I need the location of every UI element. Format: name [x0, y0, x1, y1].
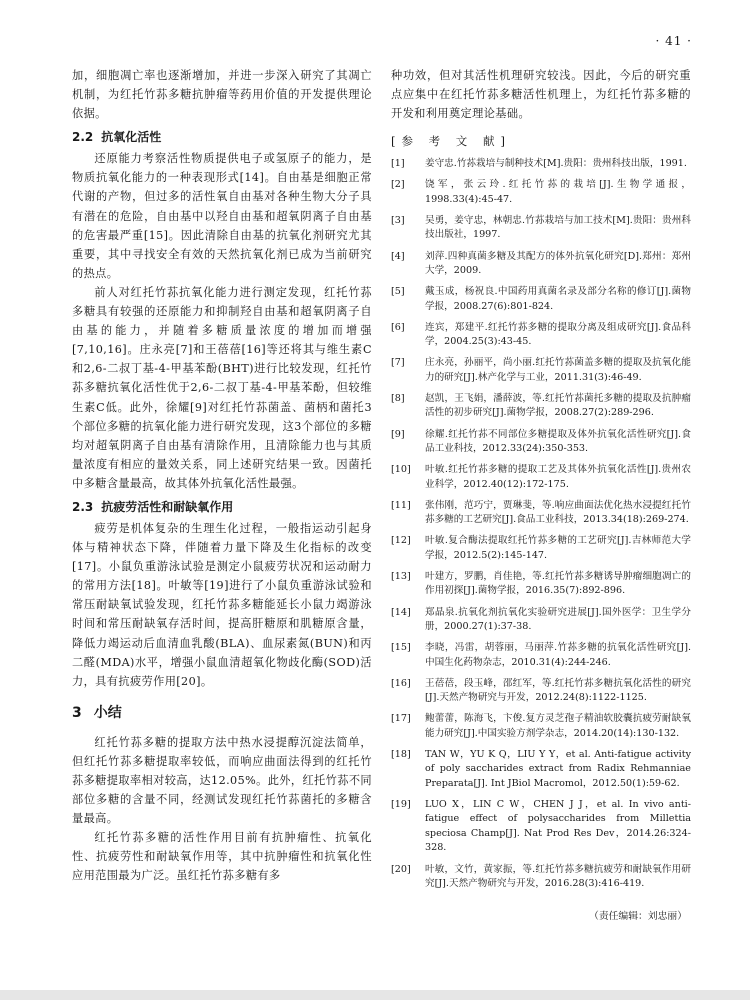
reference-text: 吴勇，姜守忠，林朝忠.竹荪栽培与加工技术[M].贵阳：贵州科技出版社，1997. [425, 214, 691, 241]
paragraph: 种功效，但对其活性机理研究较浅。因此，今后的研究重点应集中在红托竹荪多糖活性机理上，为红托竹荪多糖的开发和利用奠定理论基础。 [391, 69, 691, 121]
references-heading: [参 考 文 献] [391, 134, 511, 149]
reference-item [391, 214, 691, 243]
reference-item [391, 250, 691, 279]
reference-text: LUO X，LIN C W，CHEN J J，et al. In vivo anti-fatigue effect of polysaccharides from Millettia speciosa Champ[J]. Nat Prod Res Dev，2014.26:324-328. [425, 798, 691, 854]
reference-number: [12] [391, 535, 411, 547]
reference-number: [4] [391, 250, 405, 262]
reference-item [391, 606, 691, 635]
right-column [391, 66, 691, 922]
reference-text: 饶军，张云玲.红托竹荪的栽培[J].生物学通报，1998.33(4):45-47. [425, 179, 691, 205]
reference-text: 鲍蕾蕾，陈海飞，卞俊.复方灵芝孢子精油软胶囊抗疲劳耐缺氧能力研究[J].中国实验方剂学杂志，2014.20(14):130-132. [425, 713, 691, 739]
reference-item [391, 321, 691, 350]
reference-text: 徐耀.红托竹荪不同部位多糖提取及体外抗氧化活性研究[J].食品工业科技，2012.33(24):350-353. [425, 428, 691, 455]
section-title: 抗氧化活性 [101, 130, 162, 145]
reference-item [391, 798, 691, 856]
paragraph: 疲劳是机体复杂的生理生化过程，一般指运动引起身体与精神状态下降，伴随着力量下降及生化指标的改变[17]。小鼠负重游泳试验是测定小鼠疲劳状况和运动耐力的常用方法[18]。叶敏等[19]进行了小鼠负重游泳试验和常压耐缺氧试验发现，红托竹荪多糖能延长小鼠力竭游泳时间和常压耐缺氧存活时间，提高肝糖原和肌糖原含量，降低力竭运动后血清血乳酸(BLA)、血尿素氮(BUN)和丙二醛(MDA)水平，增强小鼠血清超氧化物歧化酶(SOD)活力，具有抗疲劳作用[20]。 [72, 521, 372, 688]
section-title: 抗疲劳活性和耐缺氧作用 [101, 499, 234, 514]
reference-text: 叶敏，文竹，黄家振，等.红托竹荪多糖抗疲劳和耐缺氧作用研究[J].天然产物研究与开发，2016.28(3):416-419. [425, 863, 691, 890]
reference-item [391, 356, 691, 385]
page-number: · 41 · [655, 34, 692, 48]
section-title: 小结 [93, 704, 122, 721]
reference-text: 叶建方，罗鹏，肖佳艳，等.红托竹荪多糖诱导肿瘤细胞凋亡的作用初探[J].菌物学报，2016.35(7):892-896. [425, 570, 691, 597]
reference-item [391, 463, 691, 492]
reference-number: [19] [391, 798, 411, 810]
reference-list [391, 157, 691, 891]
reference-item [391, 428, 691, 457]
reference-number: [13] [391, 570, 411, 582]
reference-item [391, 499, 691, 528]
reference-number: [10] [391, 464, 411, 476]
reference-number: [2] [391, 179, 405, 191]
reference-item [391, 285, 691, 314]
footer-strip [0, 990, 750, 1000]
reference-number: [6] [391, 321, 405, 333]
reference-number: [20] [391, 863, 411, 875]
reference-number: [8] [391, 392, 405, 404]
reference-text: 王蓓蓓，段玉峰，邵红军，等.红托竹荪多糖抗氧化活性的研究[J].天然产物研究与开发，2012.24(8):1122-1125. [425, 677, 691, 704]
section-number: 2.2 [72, 130, 94, 145]
reference-number: [9] [391, 428, 405, 440]
reference-number: [3] [391, 214, 405, 226]
reference-text: TAN W，YU K Q，LIU Y Y，et al. Anti-fatigue activity of poly saccharides extract from Radix Rehmanniae Preparata[J]. Int JBiol Macromol，2012.50(1):59-62. [425, 748, 691, 789]
reference-text: 郑晶泉.抗氧化剂抗氧化实验研究进展[J].国外医学：卫生学分册，2000.27(1):37-38. [425, 606, 691, 632]
reference-number: [5] [391, 286, 405, 298]
reference-item [391, 641, 691, 670]
reference-number: [14] [391, 606, 411, 618]
reference-text: 赵凯，王飞娟，潘薛波，等.红托竹荪菌托多糖的提取及抗肿瘤活性的初步研究[J].菌物学报，2008.27(2):289-296. [425, 392, 691, 419]
reference-number: [1] [391, 158, 405, 170]
reference-number: [15] [391, 642, 411, 654]
reference-number: [16] [391, 677, 411, 689]
reference-number: [17] [391, 713, 411, 725]
paragraph: 加，细胞凋亡率也逐渐增加，并进一步深入研究了其凋亡机制，为红托竹荪多糖抗肿瘤等药用价值的开发提供理论依据。 [72, 69, 372, 121]
reference-item [391, 178, 691, 207]
section-heading-3 [72, 703, 372, 723]
paragraph: 前人对红托竹荪抗氧化能力进行测定发现，红托竹荪多糖具有较强的还原能力和抑制羟自由基和超氧阴离子自由基的能力，并随着多糖质量浓度的增加而增强[7,10,16]。庄永亮[7]和王蓓蓓[16]等还将其与维生素C和2,6-二叔丁基-4-甲基苯酚(BHT)进行比较发现，红托竹荪多糖抗氧化活性优于2,6-二叔丁基-4-甲基苯酚，但较维生素C低。此外，徐耀[9]对红托竹荪菌盖、菌柄和菌托3个部位多糖的抗氧化能力进行研究发现，这3个部位的多糖均对超氧阴离子自由基有清除作用，且清除能力也与其质量浓度有相应的量效关系，同上述研究结果一致。因菌托中多糖含量最高，故其体外抗氧化活性最强。 [72, 285, 372, 490]
section-heading-2-2 [72, 128, 372, 146]
reference-text: 戴玉成，杨祝良.中国药用真菌名录及部分名称的修订[J].菌物学报，2008.27(6):801-824. [425, 286, 691, 312]
reference-text: 姜守忠.竹荪栽培与制种技术[M].贵阳：贵州科技出版，1991. [425, 158, 687, 170]
reference-number: [7] [391, 357, 405, 369]
reference-text: 刘萍.四种真菌多糖及其配方的体外抗氧化研究[D].郑州：郑州大学，2009. [425, 250, 691, 277]
reference-item [391, 863, 691, 892]
paragraph: 红托竹荪多糖的提取方法中热水浸提醇沉淀法简单，但红托竹荪多糖提取率较低，而响应曲面法得到的红托竹荪多糖提取率相对较高，达12.05%。此外，红托竹荪不同部位多糖的含量不同，经测试发现红托竹荪菌托的多糖含量最高。 [72, 735, 372, 826]
responsible-editor: （责任编辑：刘忠丽） [589, 910, 687, 922]
reference-item [391, 712, 691, 741]
left-column [72, 66, 372, 886]
reference-text: 连宾，郑建平.红托竹荪多糖的提取分离及组成研究[J].食品科学，2004.25(3):43-45. [425, 321, 691, 348]
reference-text: 李晓，冯雷，胡蓉丽，马丽萍.竹荪多糖的抗氧化活性研究[J].中国生化药物杂志，2010.31(4):244-246. [425, 642, 691, 668]
section-number: 3 [72, 704, 82, 721]
reference-number: [18] [391, 748, 411, 760]
paragraph: 红托竹荪多糖的活性作用目前有抗肿瘤性、抗氧化性、抗疲劳性和耐缺氧作用等，其中抗肿瘤性和抗氧化性应用范围最为广泛。虽红托竹荪多糖有多 [72, 831, 372, 883]
reference-text: 叶敏.复合酶法提取红托竹荪多糖的工艺研究[J].吉林师范大学学报，2012.5(2):145-147. [425, 535, 691, 561]
reference-item [391, 534, 691, 563]
reference-text: 叶敏.红托竹荪多糖的提取工艺及其体外抗氧化活性[J].贵州农业科学，2012.40(12):172-175. [425, 464, 691, 490]
reference-text: 庄永亮，孙丽平，尚小丽.红托竹荪菌盖多糖的提取及抗氧化能力的研究[J].林产化学与工业，2011.31(3):46-49. [425, 357, 691, 383]
section-heading-2-3 [72, 498, 372, 516]
reference-item [391, 677, 691, 706]
reference-item [391, 570, 691, 599]
reference-item [391, 748, 691, 792]
reference-item [391, 392, 691, 421]
reference-text: 张伟刚，范巧宁，贾琳斐，等.响应曲面法优化热水浸提红托竹荪多糖的工艺研究[J].食品工业科技，2013.34(18):269-274. [425, 499, 691, 526]
paragraph: 还原能力考察活性物质提供电子或氢原子的能力，是物质抗氧化能力的一种表现形式[14]。自由基是细胞正常代谢的产物，但过多的活性氧自由基对各种生物大分子具有潜在的危险，自由基中以羟自由基和超氧阴离子自由基的危害最严重[15]。因此清除自由基的抗氧化剂研究尤其重要，其中寻找安全有效的天然抗氧化剂已成为当前研究的热点。 [72, 152, 372, 280]
section-number: 2.3 [72, 499, 94, 514]
reference-number: [11] [391, 499, 411, 511]
reference-item [391, 157, 691, 172]
